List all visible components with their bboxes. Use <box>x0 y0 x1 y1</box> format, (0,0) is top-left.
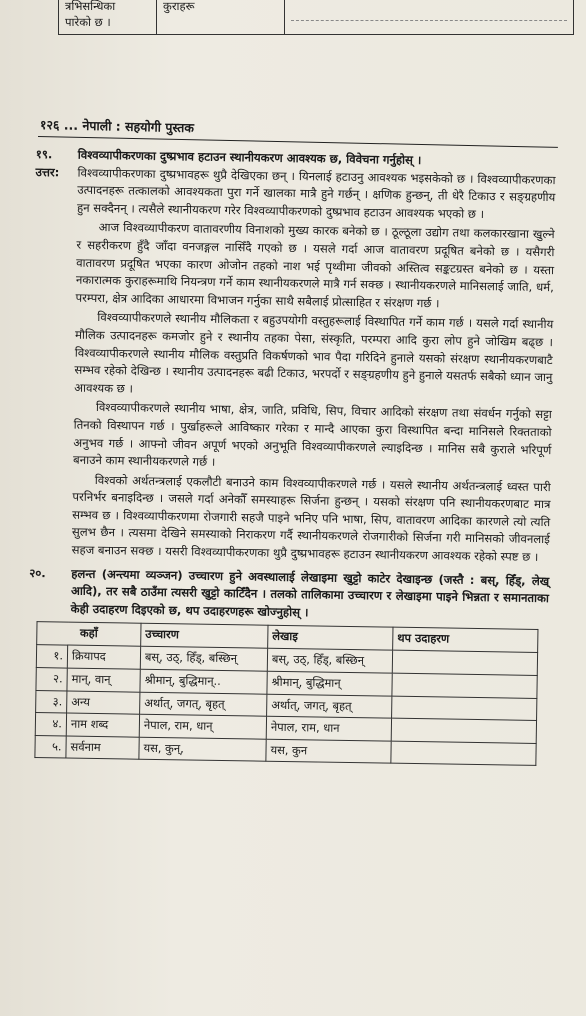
question-number: १९. <box>35 146 53 162</box>
row-number: ५. <box>35 735 66 758</box>
row-number: १. <box>36 645 67 668</box>
row-uccharan: यस, कुन्, <box>139 737 266 762</box>
row-number: ४. <box>35 713 66 736</box>
row-thap <box>392 651 537 676</box>
question-text: हलन्त (अन्त्यमा व्यञ्जन) उच्चारण हुने अवस्थालाई लेखाइमा खुट्टो काटेर देखाइन्छ (जस्तै : बस्, हिँड्, लेख् आदि), तर सबै ठाउँमा त्यसरी खुट्टो काटिँदैन । तलको तालिकामा उच्चारण र लेखाइमा पाइने भिन्नता र समानताका केही उदाहरण दिइएको छ, थप उदाहरणहरू खोज्नुहोस् । <box>70 566 550 620</box>
answer-paragraph: विश्वव्यापीकरणका दुष्प्रभावहरू थुप्रै देखिएका छन् । यिनलाई हटाउनु आवश्यक भइसकेको छ । विश्वव्यापीकरणका उत्पादनहरू तत्कालको आवश्यकता पुरा गर्ने खालका मात्रै हुने गर्छन् । क्षणिक हुन्छन्, ती धेरै टिकाउ र सङ्ग्रहणीय हुन सक्दैनन् । त्यसैले स्थानीयकरण गरेर विश्वव्यापीकरणको दुष्प्रभाव हटाउन आवश्यक भएको छ । <box>76 165 556 221</box>
table-cell <box>285 0 573 34</box>
row-number: ३. <box>36 690 67 713</box>
cell-text: कुराहरू <box>163 0 195 13</box>
row-lekhai: श्रीमान्, बुद्धिमान् <box>267 671 392 696</box>
question-number: २०. <box>29 565 46 580</box>
row-uccharan: अर्थात्, जगत्, बृहत् <box>140 692 267 717</box>
row-thap <box>391 741 536 766</box>
header-uccharan: उच्चारण <box>141 624 268 649</box>
page-content <box>26 146 556 766</box>
row-lekhai: बस्, उठ्, हिँड्, बस्छिन् <box>267 649 392 674</box>
question-20 <box>29 565 550 626</box>
row-thap <box>392 696 537 721</box>
previous-table-fragment <box>58 0 574 35</box>
row-lekhai: अर्थात्, जगत्, बृहत् <box>267 694 392 719</box>
row-uccharan: बस्, उठ्, हिँड्, बस्छिन् <box>140 647 267 672</box>
header-lekhai: लेखाइ <box>268 626 393 651</box>
row-uccharan: नेपाल, राम, धान् <box>139 714 266 739</box>
answer-paragraph: विश्वव्यापीकरणले स्थानीय भाषा, क्षेत्र, जाति, प्रविधि, सिप, विचार आदिको संरक्षण तथा संवर्धन गर्नुको सट्टा तिनको विस्थापन गर्छ । पुर्खाहरूले आविष्कार गरेका र मान्दै आएका कुरा विस्थापित बन्दा मानिसले रिक्तताको अनुभव गर्छ । आफ्नो जीवन अपूर्ण भएको अनुभूति विश्वव्यापीकरणले ल्याइदिन्छ । मानिस सबै कुराले भरिपूर्ण बनाउने काम स्थानीयकरणले गर्छ । <box>72 400 552 469</box>
table-cell <box>157 0 285 34</box>
table-cell <box>59 0 157 34</box>
answer-paragraph: विश्वको अर्थतन्त्रलाई एकलौटी बनाउने काम विश्वव्यापीकरणले गर्छ । यसले स्थानीय अर्थतन्त्रलाई ध्वस्त पारी परनिर्भर बनाइदिन्छ । जसले गर्दा अनेकौँ समस्याहरू सिर्जना हुन्छन् । यसको संरक्षण पनि स्थानीयकरणबाट मात्र सम्भव छ । विश्वव्यापीकरणमा रोजगारी सहजै पाइने भनिए पनि भाषा, सिप, वातावरण आदिका कारणले त्यो त्यति सुलभ छैन । त्यसमा देखिने समस्याको निराकरण गर्दै स्थानीयकरणले रोजगारीको सिर्जना गरी मानिसको जीवनलाई सहज बनाउन सक्छ । यसरी विश्वव्यापीकरणका थुप्रै दुष्प्रभावहरू हटाउन स्थानीयकरण आवश्यक रहेको स्पष्ट छ । <box>71 472 551 565</box>
answer-paragraph: आज विश्वव्यापीकरण वातावरणीय विनाशको मुख्य कारक बनेको छ । ठूल्ठूला उद्योग तथा कलकारखाना खुल्ने र सहरीकरण हुँदै जाँदा वनजङ्गल नासिँदै गएको छ । यसले गर्दा आज वातावरण प्रदूषित बनेको छ । यसैगरी वातावरण प्रदूषित भएका कारण ओजोन तहको नाश भई पृथ्वीमा जीवको अस्तित्व सङ्कटग्रस्त बनेको छ । यस्ता नकारात्मक कुराहरूमाथि नियन्त्रण गर्ने काम स्थानीयकरणले मात्रै गर्न सक्छ । स्थानीयकरणले मानिसलाई जाति, धर्म, परम्परा, क्षेत्र आदिका आधारमा विभाजन गर्नुका साथै सबैलाई प्रोत्साहित र संरक्षण गर्छ । <box>75 220 555 311</box>
header-thap: थप उदाहरण <box>393 628 538 653</box>
row-uccharan: श्रीमान्, बुद्धिमान्.. <box>140 669 267 694</box>
running-head: १२६ ... नेपाली : सहयोगी पुस्तक <box>39 117 195 136</box>
answer-19 <box>35 164 556 225</box>
answer-label: उत्तर: <box>35 164 60 179</box>
row-kaha: क्रियापद <box>67 645 140 669</box>
row-kaha: मान्, वान् <box>67 668 140 692</box>
answer-paragraph: विश्वव्यापीकरणले स्थानीय मौलिकता र बहुउपयोगी वस्तुहरूलाई विस्थापित गर्ने काम गर्छ । यसले गर्दा स्थानीय मौलिक उत्पादनहरू कमजोर हुने र स्थानीय तहका पेसा, संस्कृति, परम्परा आदि कुरा लोप हुने जोखिम बढ्छ । विश्वव्यापीकरणले स्थानीय मौलिक वस्तुप्रति विकर्षणको भाव पैदा गरिदिने हुनाले यसको संरक्षण स्थानीयकरणबाटै सम्भव रहेको देखिन्छ । स्थानीय उत्पादनहरू बढी टिकाउ, भरपर्दो र सङ्ग्रहणीय हुने हुनाले यसतर्फ सबैको ध्यान जानु आवश्यक छ । <box>74 310 554 396</box>
row-lekhai: यस, कुन <box>266 739 391 764</box>
pronunciation-table <box>34 622 538 767</box>
dotted-line <box>291 0 567 21</box>
header-kaha: कहाँ <box>37 622 141 647</box>
cell-text: त्रभिसन्धिका <box>65 0 116 13</box>
row-kaha: अन्य <box>67 691 140 715</box>
cell-text: पारेको छ । <box>65 15 111 29</box>
row-number: २. <box>36 668 67 691</box>
question-text: विश्वव्यापीकरणका दुष्प्रभाव हटाउन स्थानीयकरण आवश्यक छ, विवेचना गर्नुहोस् । <box>77 147 422 168</box>
row-thap <box>391 718 536 743</box>
row-lekhai: नेपाल, राम, धान <box>266 716 391 741</box>
row-kaha: सर्वनाम <box>66 736 139 760</box>
header-rule <box>38 136 558 148</box>
row-thap <box>392 673 537 698</box>
row-kaha: नाम शब्द <box>66 713 139 737</box>
